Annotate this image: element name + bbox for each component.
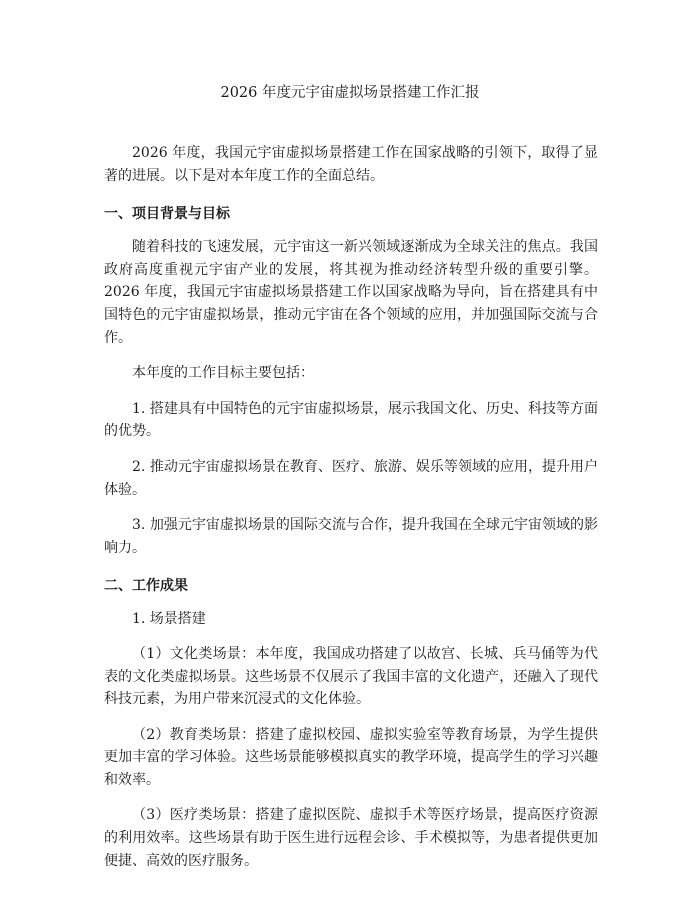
goal-item-1: 1. 搭建具有中国特色的元宇宙虚拟场景，展示我国文化、历史、科技等方面的优势。 (104, 400, 598, 440)
background-paragraph: 随着科技的飞速发展，元宇宙这一新兴领域逐渐成为全球关注的焦点。我国政府高度重视元宇宙产业的发展，将其视为推动经济转型升级的重要引擎。2026 年度，我国元宇宙虚拟场景搭建工作以国家战略为导向，旨在搭建具有中国特色的元宇宙虚拟场景，推动元宇宙在各个领域的应用，并加强国际交流与合作。 (104, 239, 598, 346)
section-heading-results: 二、工作成果 (104, 578, 188, 595)
result-item-culture: （1）文化类场景：本年度，我国成功搭建了以故宫、长城、兵马俑等为代表的文化类虚拟场景。这些场景不仅展示了我国丰富的文化遗产，还融入了现代科技元素，为用户带来沉浸式的文化体验。 (104, 645, 598, 708)
result-item-education: （2）教育类场景：搭建了虚拟校园、虚拟实验室等教育场景，为学生提供更加丰富的学习体验。这些场景能够模拟真实的教学环境，提高学生的学习兴趣和效率。 (104, 726, 598, 788)
section-heading-background: 一、项目背景与目标 (104, 206, 230, 223)
document-title: 2026 年度元宇宙虚拟场景搭建工作汇报 (220, 85, 480, 101)
goal-item-3: 3. 加强元宇宙虚拟场景的国际交流与合作，提升我国在全球元宇宙领域的影响力。 (104, 517, 598, 556)
intro-paragraph: 2026 年度，我国元宇宙虚拟场景搭建工作在国家战略的引领下，取得了显著的进展。以下是对本年度工作的全面总结。 (104, 145, 598, 184)
result-item-medical: （3）医疗类场景：搭建了虚拟医院、虚拟手术等医疗场景，提高医疗资源的利用效率。这些场景有助于医生进行远程会诊、手术模拟等，为患者提供更加便捷、高效的医疗服务。 (104, 807, 598, 869)
document-body (104, 142, 598, 885)
goals-intro-paragraph: 本年度的工作目标主要包括： (132, 365, 314, 382)
goal-item-2: 2. 推动元宇宙虚拟场景在教育、医疗、旅游、娱乐等领域的应用，提升用户体验。 (104, 458, 598, 498)
subsection-scene-building: 1. 场景搭建 (132, 611, 206, 628)
